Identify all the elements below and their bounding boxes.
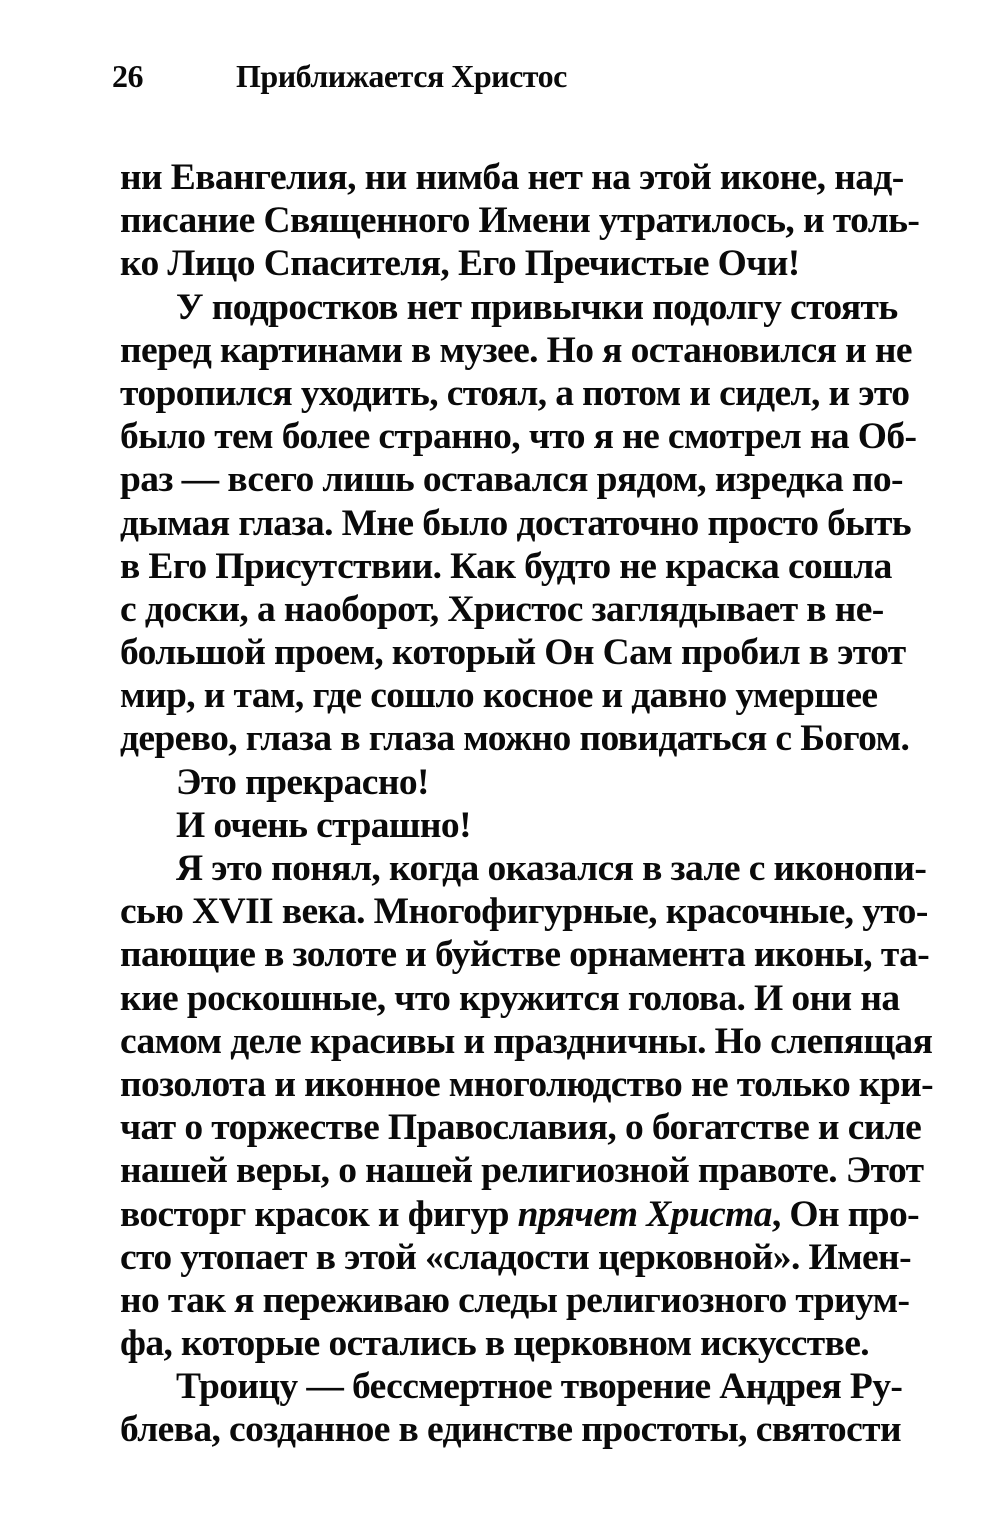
text-line: торопился уходить, стоял, а потом и сидел, и это — [120, 372, 910, 414]
text-line: ко Лицо Спасителя, Его Пречистые Очи! — [120, 243, 800, 285]
text-line-with-italic — [120, 1193, 920, 1236]
text-line: блева, созданное в единстве простоты, святости — [120, 1409, 901, 1451]
text-line: ни Евангелия, ни нимба нет на этой иконе, над- — [120, 157, 904, 198]
text-line: дерево, глаза в глаза можно повидаться с Богом. — [120, 718, 910, 760]
text-line: сью XVII века. Многофигурные, красочные, уто- — [120, 891, 928, 933]
text-line: было тем более странно, что я не смотрел на Об- — [120, 416, 917, 458]
text-line: Троицу — бессмертное творение Андрея Ру- — [176, 1366, 903, 1408]
text-line: раз — всего лишь оставался рядом, изредка по- — [120, 459, 903, 501]
text-line: Это прекрасно! — [176, 761, 429, 803]
text-line: чат о торжестве Православия, о богатстве и силе — [120, 1107, 922, 1149]
text-line: большой проем, который Он Сам пробил в этот — [120, 632, 906, 674]
text-segment: , Он про- — [771, 1193, 920, 1235]
running-head — [112, 58, 870, 102]
text-line: мир, и там, где сошло косное и давно умершее — [120, 675, 878, 717]
text-line: писание Священного Имени утратилось, и толь- — [120, 200, 920, 242]
text-line: У подростков нет привычки подолгу стоять — [176, 286, 898, 328]
page-number: 26 — [112, 58, 143, 94]
text-line: Я это понял, когда оказался в зале с иконопи- — [176, 848, 927, 889]
text-line: самом деле красивы и праздничны. Но слепящая — [120, 1020, 933, 1062]
text-line: фа, которые остались в церковном искусстве. — [120, 1323, 870, 1365]
text-line: сто утопает в этой «сладости церковной». Имен- — [120, 1236, 911, 1278]
text-line: нашей веры, о нашей религиозной правоте. Этот — [120, 1150, 924, 1192]
text-line: пающие в золоте и буйстве орнамента иконы, та- — [120, 934, 930, 976]
text-line: позолота и иконное многолюдство не только кри- — [120, 1063, 934, 1105]
body-text — [120, 156, 934, 1452]
text-line: перед картинами в музее. Но я остановился и не — [120, 329, 912, 371]
text-line: но так я переживаю следы религиозного триум- — [120, 1279, 910, 1321]
italic-phrase: прячет Христа — [517, 1193, 772, 1235]
text-line: дымая глаза. Мне было достаточно просто быть — [120, 502, 912, 544]
text-line: И очень страшно! — [176, 804, 471, 846]
running-title: Приближается Христос — [236, 58, 567, 94]
text-segment: восторг красок и фигур — [120, 1193, 518, 1235]
text-line: в Его Присутствии. Как будто не краска сошла — [120, 545, 892, 587]
text-line: кие роскошные, что кружится голова. И они на — [120, 977, 900, 1019]
text-line: с доски, а наоборот, Христос заглядывает в не- — [120, 588, 884, 630]
